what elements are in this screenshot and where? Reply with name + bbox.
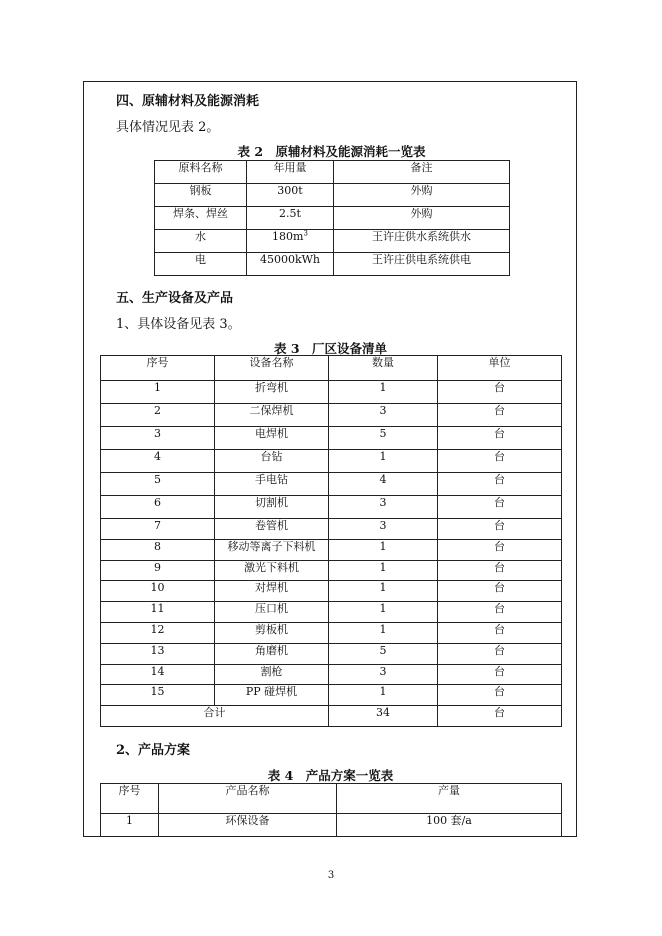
equipment-name: 手电钻	[215, 473, 329, 496]
equipment-quantity: 5	[329, 427, 438, 450]
equipment-quantity: 1	[329, 381, 438, 404]
materials-table	[154, 160, 510, 276]
equipment-name: 剪板机	[215, 622, 329, 643]
equipment-name: 割枪	[215, 664, 329, 685]
equipment-unit: 台	[438, 381, 562, 404]
material-amount	[247, 230, 334, 253]
column-header: 单位	[438, 356, 562, 381]
equipment-name: 台钻	[215, 450, 329, 473]
equipment-quantity: 3	[329, 519, 438, 540]
equipment-unit: 台	[438, 473, 562, 496]
equipment-unit: 台	[438, 404, 562, 427]
equipment-quantity: 1	[329, 450, 438, 473]
table-row	[101, 560, 562, 581]
column-header: 年用量	[247, 161, 334, 184]
table-row	[101, 622, 562, 643]
row-number: 13	[101, 643, 215, 664]
equipment-unit: 台	[438, 643, 562, 664]
material-note: 外购	[334, 207, 510, 230]
row-number: 4	[101, 450, 215, 473]
equipment-quantity: 3	[329, 496, 438, 519]
products-table	[100, 783, 562, 837]
equipment-name: 对焊机	[215, 581, 329, 602]
equipment-name: 卷管机	[215, 519, 329, 540]
equipment-quantity: 1	[329, 560, 438, 581]
equipment-quantity: 5	[329, 643, 438, 664]
page-number: 3	[327, 870, 335, 881]
amount-value: 300t	[277, 184, 303, 197]
equipment-name: 压口机	[215, 602, 329, 623]
equipment-quantity: 1	[329, 602, 438, 623]
table-row	[155, 184, 510, 207]
table-row	[101, 664, 562, 685]
equipment-unit: 台	[438, 427, 562, 450]
equipment-quantity: 3	[329, 404, 438, 427]
material-name: 水	[155, 230, 247, 253]
equipment-name: 角磨机	[215, 643, 329, 664]
equipment-quantity: 1	[329, 581, 438, 602]
table-row	[101, 404, 562, 427]
material-amount	[247, 184, 334, 207]
row-number: 12	[101, 622, 215, 643]
material-note: 外购	[334, 184, 510, 207]
equipment-quantity: 1	[329, 622, 438, 643]
row-number: 1	[101, 381, 215, 404]
table-4-caption: 表 4 产品方案一览表	[267, 768, 394, 783]
table-row	[155, 253, 510, 276]
product-output: 100 套/a	[337, 814, 562, 837]
table-row	[101, 496, 562, 519]
column-header: 产品名称	[159, 784, 337, 814]
table-row	[101, 450, 562, 473]
table-row	[101, 685, 562, 706]
row-number: 1	[101, 814, 159, 837]
material-name: 电	[155, 253, 247, 276]
row-number: 10	[101, 581, 215, 602]
column-header: 原料名称	[155, 161, 247, 184]
table-row	[101, 473, 562, 496]
amount-value: 180m	[272, 230, 304, 243]
table-3-caption: 表 3 厂区设备清单	[273, 341, 388, 356]
equipment-unit: 台	[438, 602, 562, 623]
column-header: 数量	[329, 356, 438, 381]
row-number: 7	[101, 519, 215, 540]
equipment-unit: 台	[438, 560, 562, 581]
equipment-quantity: 1	[329, 539, 438, 560]
section-4-heading: 四、原辅材料及能源消耗	[116, 94, 260, 109]
equipment-quantity: 3	[329, 664, 438, 685]
section-4-intro: 具体情况见表 2。	[116, 120, 220, 135]
row-number: 14	[101, 664, 215, 685]
table-row	[101, 427, 562, 450]
equipment-name: 切割机	[215, 496, 329, 519]
row-number: 8	[101, 539, 215, 560]
equipment-name: 折弯机	[215, 381, 329, 404]
materials-header-row	[155, 161, 510, 184]
column-header: 设备名称	[215, 356, 329, 381]
equipment-quantity: 4	[329, 473, 438, 496]
equipment-name: 移动等离子下料机	[215, 539, 329, 560]
row-number: 6	[101, 496, 215, 519]
row-number: 11	[101, 602, 215, 623]
material-name: 焊条、焊丝	[155, 207, 247, 230]
row-number: 9	[101, 560, 215, 581]
material-note: 王许庄供水系统供水	[334, 230, 510, 253]
amount-value: 45000kWh	[259, 253, 321, 266]
equipment-quantity: 1	[329, 685, 438, 706]
equipment-name: 电焊机	[215, 427, 329, 450]
column-header: 序号	[101, 784, 159, 814]
table-2-caption: 表 2 原辅材料及能源消耗一览表	[237, 144, 426, 159]
equipment-unit: 台	[438, 450, 562, 473]
equipment-unit: 台	[438, 581, 562, 602]
equipment-unit: 台	[438, 622, 562, 643]
equipment-table	[100, 355, 562, 727]
equipment-unit: 台	[438, 496, 562, 519]
unit-superscript: 3	[303, 229, 308, 238]
material-amount	[247, 253, 334, 276]
equipment-total-row	[101, 706, 562, 727]
table-row	[101, 814, 562, 837]
material-name: 钢板	[155, 184, 247, 207]
equipment-unit: 台	[438, 664, 562, 685]
table-row	[101, 539, 562, 560]
products-heading: 2、产品方案	[116, 743, 191, 758]
table-row	[101, 519, 562, 540]
table-row	[101, 381, 562, 404]
products-header-row	[101, 784, 562, 814]
column-header: 产量	[337, 784, 562, 814]
material-amount	[247, 207, 334, 230]
section-5-intro: 1、具体设备见表 3。	[116, 317, 241, 332]
equipment-unit: 台	[438, 519, 562, 540]
total-label: 合计	[101, 706, 329, 727]
product-name: 环保设备	[159, 814, 337, 837]
column-header: 备注	[334, 161, 510, 184]
equipment-unit: 台	[438, 539, 562, 560]
amount-value: 2.5t	[279, 207, 301, 220]
equipment-header-row	[101, 356, 562, 381]
section-5-heading: 五、生产设备及产品	[116, 291, 234, 306]
equipment-unit: 台	[438, 685, 562, 706]
total-unit: 台	[438, 706, 562, 727]
row-number: 2	[101, 404, 215, 427]
table-row	[101, 602, 562, 623]
material-note: 王许庄供电系统供电	[334, 253, 510, 276]
row-number: 15	[101, 685, 215, 706]
column-header: 序号	[101, 356, 215, 381]
total-quantity: 34	[329, 706, 438, 727]
equipment-name: PP 碰焊机	[215, 685, 329, 706]
table-row	[101, 581, 562, 602]
row-number: 3	[101, 427, 215, 450]
equipment-name: 激光下料机	[215, 560, 329, 581]
table-row	[155, 230, 510, 253]
table-row	[101, 643, 562, 664]
row-number: 5	[101, 473, 215, 496]
equipment-name: 二保焊机	[215, 404, 329, 427]
table-row	[155, 207, 510, 230]
